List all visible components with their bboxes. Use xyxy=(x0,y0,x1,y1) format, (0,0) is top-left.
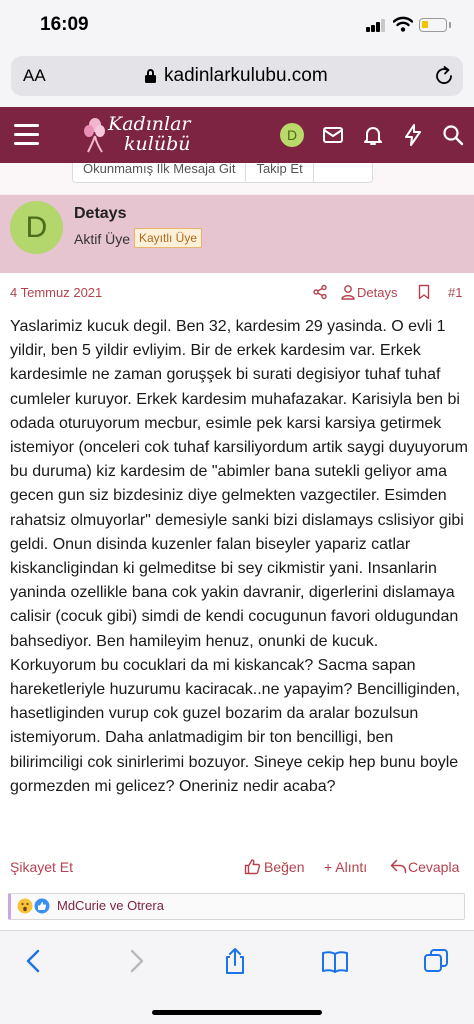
forward-icon[interactable] xyxy=(122,947,150,975)
bell-icon[interactable] xyxy=(361,123,385,147)
thumbs-up-icon[interactable] xyxy=(244,858,261,875)
search-icon[interactable] xyxy=(441,123,465,147)
surprised-emoji-icon xyxy=(17,898,33,914)
battery-icon xyxy=(419,18,447,32)
reload-icon[interactable] xyxy=(433,65,455,87)
lock-icon xyxy=(145,69,156,83)
home-indicator xyxy=(152,1010,322,1015)
status-time: 16:09 xyxy=(40,14,89,35)
avatar[interactable]: D xyxy=(10,201,63,254)
unread-first-button[interactable]: Okunmamış İlk Mesaja Git xyxy=(73,163,246,182)
quote-button[interactable]: + Alıntı xyxy=(324,859,368,875)
bookmarks-icon[interactable] xyxy=(321,947,349,975)
follow-button[interactable]: Takip Et xyxy=(246,163,313,182)
inbox-icon[interactable] xyxy=(321,123,345,147)
status-bar xyxy=(0,0,474,50)
post-meta xyxy=(0,282,474,304)
wifi-icon xyxy=(393,16,413,32)
reaction-users[interactable]: MdCurie ve Otrera xyxy=(57,898,164,913)
browser-toolbar xyxy=(0,930,474,1024)
site-logo[interactable]: Kadınlar kulübü xyxy=(82,112,202,158)
user-badge: Kayıtlı Üye xyxy=(134,228,202,248)
cellular-signal-icon xyxy=(366,19,386,32)
like-emoji-icon xyxy=(34,898,50,914)
author-name[interactable]: Detays xyxy=(74,205,127,222)
post-author-link[interactable]: Detays xyxy=(357,285,398,300)
site-header xyxy=(0,107,474,163)
tabs-icon[interactable] xyxy=(422,947,450,975)
menu-icon[interactable] xyxy=(14,124,39,145)
bookmark-icon[interactable] xyxy=(416,284,432,300)
back-icon[interactable] xyxy=(20,947,48,975)
post-actions xyxy=(0,857,474,879)
text-size-button[interactable]: AA xyxy=(23,66,46,85)
reactions-bar[interactable] xyxy=(8,893,465,920)
bolt-icon[interactable] xyxy=(401,123,425,147)
thread-buttons-strip xyxy=(0,163,474,195)
post-author-block xyxy=(0,195,474,273)
address-bar[interactable] xyxy=(11,56,463,96)
post-number[interactable]: #1 xyxy=(448,285,463,300)
reply-button[interactable]: Cevapla xyxy=(408,859,460,875)
url-text[interactable]: kadinlarkulubu.com xyxy=(164,65,328,86)
post-date[interactable]: 4 Temmuz 2021 xyxy=(10,285,103,300)
like-button[interactable]: Beğen xyxy=(264,859,305,875)
flower-logo-icon xyxy=(82,116,108,154)
user-title: Aktif Üye xyxy=(74,231,131,247)
browser-address-area xyxy=(0,50,474,107)
post-body: Yaslarimiz kucuk degil. Ben 32, kardesim 29 yasinda. O evli 1 yildir, ben 5 yildir evliyim. Bir de erkek kardesim var. Erkek kardesimle ne zaman goruşşek bi surati degisiyor tuhaf tuhaf cumleler kuruyor. Erkek kardesim muhafazakar. Karisiyla ben bi odada oturuyorum mecbur, esimle pek karsi karsiya getirmek istemiyor (onceleri cok tuhaf karsiliyordum artik saygi duyuyorum bu duruma) kiz kardesim de "abimler bana sutekli geliyor ama gecen gun siz bizdesiniz diye gelmekten vazgectiler. Esimden rahatsiz olmuyorlar" demesiyle sanki bizi dislamays cslisiyor gibi geldi. Onun disinda kuzenler falan biseyler yapariz catlar kiskancligindan ki gelmeditse bi sey cikmistir yani. Insanlarin yaninda ozellikle bana cok yakin davranir, digerlerini dislamaya calisir (cocuk gibi) simdi de kendi cocugunun favori oldugundan bahsediyor. Ben hamileyim henuz, onunki de kucuk. Korkuyorum bu cocuklari da mi kiskancak? Sacma sapan hareketleriyle huzurumu kaciracak..ne yapayim? Bencilliginden, hasetliginden vurup cok guzel bozarim da aralar bozulsun istemiyorum. Daha anlatmadigim bir ton bencilligi, ben bilirimciligi cok sinirlerimi bozuyor. Sineye cekip hep bunu boyle gormezden mi gelicez? Oneriniz nedir acaba? xyxy=(10,318,468,795)
more-button[interactable] xyxy=(314,163,372,182)
share-icon[interactable] xyxy=(312,284,328,300)
account-avatar[interactable]: D xyxy=(280,123,304,147)
reply-icon[interactable] xyxy=(390,859,407,874)
user-icon xyxy=(340,284,356,300)
report-button[interactable]: Şikayet Et xyxy=(10,859,74,875)
share-icon[interactable] xyxy=(221,947,249,975)
